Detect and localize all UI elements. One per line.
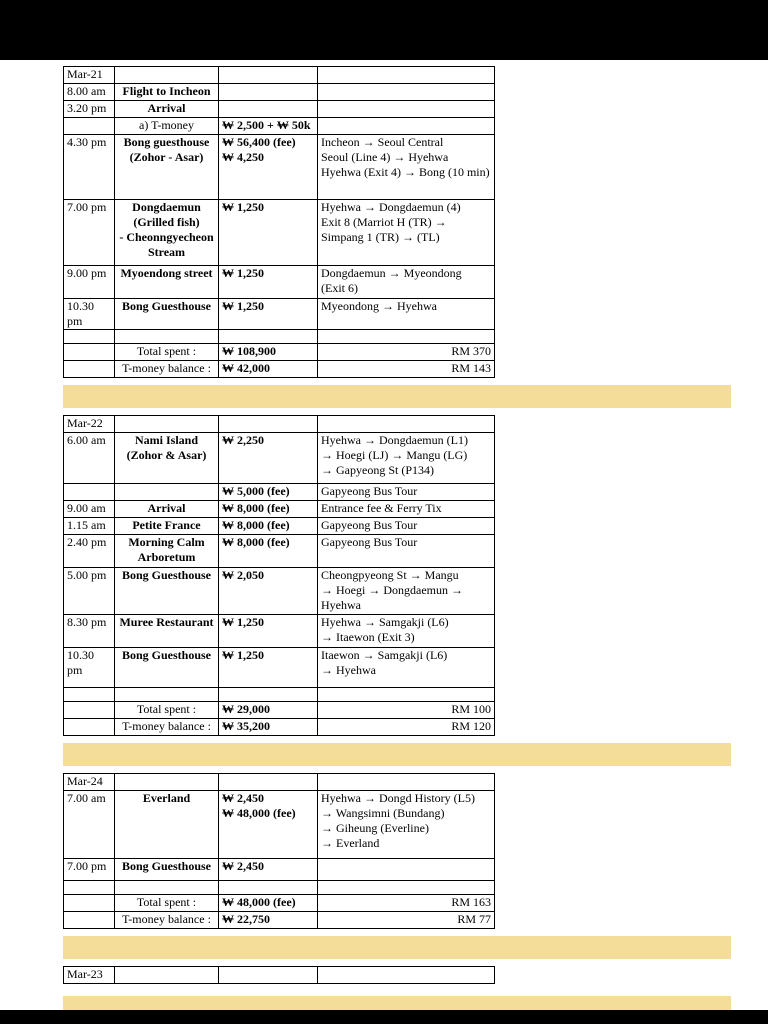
cell-activity (115, 84, 219, 101)
cell-activity (115, 615, 219, 648)
cell-notes (318, 67, 495, 84)
cell-cost (219, 266, 318, 299)
cell-text: 8.30 pm (67, 615, 107, 629)
cell-text: 1.15 am (67, 518, 106, 532)
cell-text: ₩ 2,250 (222, 433, 264, 447)
cell-line: ₩ 56,400 (fee) (222, 135, 296, 149)
cell-line: Nami Island (134, 433, 199, 447)
cell-text: Gapyeong Bus Tour (321, 535, 418, 549)
table-row (64, 101, 495, 118)
cell-text: Flight to Incheon (122, 84, 211, 98)
cell-time (64, 912, 115, 929)
cell-text: RM 77 (457, 912, 491, 926)
cell-time (64, 200, 115, 266)
cell-text: Mar-24 (67, 774, 103, 788)
cell-activity (115, 118, 219, 135)
cell-notes (318, 135, 495, 200)
cell-notes (318, 719, 495, 736)
cell-cost (219, 702, 318, 719)
cell-cost (219, 688, 318, 702)
cell-time (64, 774, 115, 791)
cell-text: ₩ 2,050 (222, 568, 264, 582)
cell-line: → Wangsimni (Bundang) (321, 806, 445, 820)
cell-cost (219, 535, 318, 568)
cell-text: ₩ 8,000 (fee) (222, 501, 290, 515)
cell-text: Mar-21 (67, 67, 103, 81)
cell-activity (115, 416, 219, 433)
cell-text: Myeondong → Hyehwa (321, 299, 437, 313)
table-row (64, 518, 495, 535)
cell-cost (219, 967, 318, 984)
cell-line: Stream (147, 245, 186, 259)
cell-activity (115, 702, 219, 719)
table-row (64, 416, 495, 433)
cell-activity (115, 648, 219, 688)
cell-time (64, 84, 115, 101)
cell-text: 10.30 pm (67, 648, 94, 677)
cell-time (64, 135, 115, 200)
cell-cost (219, 484, 318, 501)
cell-line: Exit 8 (Marriot H (TR) → (321, 215, 447, 229)
cell-time (64, 433, 115, 484)
table-row (64, 648, 495, 688)
cell-text: ₩ 2,450 (222, 859, 264, 873)
cell-notes (318, 484, 495, 501)
cell-line: → Everland (321, 836, 380, 850)
cell-notes (318, 361, 495, 378)
cell-notes (318, 912, 495, 929)
cell-notes (318, 535, 495, 568)
cell-line: Itaewon → Samgakji (L6) (321, 648, 448, 662)
cell-text: ₩ 1,250 (222, 648, 264, 662)
cell-text: T-money balance : (122, 912, 211, 926)
cell-activity (115, 895, 219, 912)
cell-text: Entrance fee & Ferry Tix (321, 501, 442, 515)
section-separator-band (63, 743, 731, 766)
cell-notes (318, 118, 495, 135)
cell-text: T-money balance : (122, 719, 211, 733)
cell-line: ₩ 48,000 (fee) (222, 806, 296, 820)
cell-notes (318, 416, 495, 433)
cell-text: ₩ 1,250 (222, 615, 264, 629)
cell-activity (115, 266, 219, 299)
cell-time (64, 791, 115, 859)
cell-text: Gapyeong Bus Tour (321, 518, 418, 532)
cell-activity (115, 688, 219, 702)
cell-cost (219, 361, 318, 378)
cell-time (64, 266, 115, 299)
cell-activity (115, 200, 219, 266)
cell-notes (318, 895, 495, 912)
cell-text: Mar-22 (67, 416, 103, 430)
cell-text: Bong Guesthouse (121, 859, 212, 873)
cell-text: RM 143 (451, 361, 491, 375)
cell-line: Dongdaemun (132, 200, 201, 214)
table-row (64, 791, 495, 859)
cell-activity (115, 344, 219, 361)
cell-activity (115, 484, 219, 501)
cell-text: Bong Guesthouse (121, 568, 212, 582)
cell-time (64, 702, 115, 719)
cell-text: Gapyeong Bus Tour (321, 484, 418, 498)
cell-text: 9.00 am (67, 501, 106, 515)
cell-cost (219, 615, 318, 648)
cell-time (64, 568, 115, 615)
cell-activity (115, 967, 219, 984)
cell-text: Mar-23 (67, 967, 103, 981)
cell-line: → Hoegi → Dongdaemun → (321, 583, 463, 597)
cell-line: Hyehwa → Samgakji (L6) (321, 615, 449, 629)
cell-text: RM 370 (451, 344, 491, 358)
section-separator-band (63, 385, 731, 408)
cell-text: ₩ 1,250 (222, 266, 264, 280)
cell-cost (219, 912, 318, 929)
cell-text: ₩ 1,250 (222, 200, 264, 214)
cell-notes (318, 702, 495, 719)
section-separator-band (63, 936, 731, 959)
cell-notes (318, 330, 495, 344)
cell-notes (318, 688, 495, 702)
cell-line: Simpang 1 (TR) → (TL) (321, 230, 440, 244)
cell-line: (Zohor & Asar) (126, 448, 207, 462)
table-row (64, 568, 495, 615)
cell-cost (219, 200, 318, 266)
cell-line: (Zohor - Asar) (129, 150, 204, 164)
cell-text: 4.30 pm (67, 135, 107, 149)
cell-cost (219, 895, 318, 912)
cell-text: Muree Restaurant (119, 615, 214, 629)
cell-time (64, 416, 115, 433)
cell-cost (219, 568, 318, 615)
cell-text: ₩ 8,000 (fee) (222, 535, 290, 549)
cell-time (64, 101, 115, 118)
cell-notes (318, 266, 495, 299)
cell-text: T-money balance : (122, 361, 211, 375)
cell-activity (115, 330, 219, 344)
cell-notes (318, 774, 495, 791)
cell-line: (Grilled fish) (133, 215, 200, 229)
table-row (64, 501, 495, 518)
cell-time (64, 67, 115, 84)
cell-time (64, 895, 115, 912)
cell-activity (115, 535, 219, 568)
cell-text: ₩ 8,000 (fee) (222, 518, 290, 532)
cell-time (64, 615, 115, 648)
cell-text: 10.30 pm (67, 299, 94, 328)
cell-text: 8.00 am (67, 84, 106, 98)
cell-text: 9.00 pm (67, 266, 107, 280)
cell-text: Total spent : (136, 895, 197, 909)
cell-line: Dongdaemun → Myeondong (321, 266, 462, 280)
table-row (64, 719, 495, 736)
cell-activity (115, 433, 219, 484)
cell-notes (318, 859, 495, 881)
cell-line: ₩ 2,450 (222, 791, 264, 805)
cell-line: Hyehwa → Dongdaemun (4) (321, 200, 461, 214)
cell-text: Arrival (147, 101, 186, 115)
cell-line: Incheon → Seoul Central (321, 135, 444, 149)
cell-cost (219, 84, 318, 101)
cell-cost (219, 648, 318, 688)
cell-text: ₩ 35,200 (222, 719, 270, 733)
cell-text: 7.00 am (67, 791, 106, 805)
cell-cost (219, 501, 318, 518)
cell-cost (219, 416, 318, 433)
cell-time (64, 719, 115, 736)
cell-cost (219, 518, 318, 535)
cell-time (64, 859, 115, 881)
cell-time (64, 535, 115, 568)
cell-text: Arrival (147, 501, 186, 515)
cell-activity (115, 859, 219, 881)
cell-text: 6.00 am (67, 433, 106, 447)
cell-notes (318, 791, 495, 859)
cell-text: 3.20 pm (67, 101, 107, 115)
cell-text: ₩ 108,900 (222, 344, 276, 358)
table-row (64, 135, 495, 200)
table-row (64, 344, 495, 361)
cell-text: 7.00 pm (67, 859, 107, 873)
cell-cost (219, 135, 318, 200)
cell-activity (115, 881, 219, 895)
page-content (63, 66, 768, 1010)
cell-text: RM 163 (451, 895, 491, 909)
cell-notes (318, 433, 495, 484)
table-row (64, 859, 495, 881)
table-row (64, 118, 495, 135)
cell-cost (219, 299, 318, 330)
cell-text: Bong Guesthouse (121, 299, 212, 313)
cell-text: Total spent : (136, 702, 197, 716)
cell-line: → Giheung (Everline) (321, 821, 429, 835)
cell-text: ₩ 1,250 (222, 299, 264, 313)
cell-cost (219, 791, 318, 859)
table-row (64, 615, 495, 648)
cell-activity (115, 719, 219, 736)
cell-time (64, 344, 115, 361)
cell-notes (318, 101, 495, 118)
cell-activity (115, 361, 219, 378)
cell-activity (115, 912, 219, 929)
cell-text: ₩ 2,500 + ₩ 50k (222, 118, 311, 132)
itinerary-table-mar-22 (63, 415, 495, 736)
table-row (64, 881, 495, 895)
table-row (64, 484, 495, 501)
cell-cost (219, 67, 318, 84)
cell-time (64, 881, 115, 895)
cell-activity (115, 299, 219, 330)
cell-line: Hyehwa (321, 598, 361, 612)
cell-line: → Gapyeong St (P134) (321, 463, 434, 477)
table-row (64, 330, 495, 344)
table-row (64, 535, 495, 568)
cell-notes (318, 518, 495, 535)
cell-notes (318, 648, 495, 688)
cell-line: Hyehwa → Dongd History (L5) (321, 791, 475, 805)
itinerary-table-mar-23 (63, 966, 495, 984)
table-row (64, 266, 495, 299)
cell-text: ₩ 29,000 (222, 702, 270, 716)
itinerary-table-mar-21 (63, 66, 495, 378)
cell-cost (219, 433, 318, 484)
letterbox-bottom (0, 1010, 768, 1024)
cell-activity (115, 791, 219, 859)
cell-text: RM 120 (451, 719, 491, 733)
cell-line: Cheongpyeong St → Mangu (321, 568, 459, 582)
cell-cost (219, 859, 318, 881)
table-row (64, 912, 495, 929)
letterbox-top (0, 0, 768, 60)
table-row (64, 895, 495, 912)
cell-time (64, 688, 115, 702)
cell-text: Total spent : (136, 344, 197, 358)
section-separator-band (63, 996, 731, 1010)
cell-line: Morning Calm (128, 535, 205, 549)
cell-time (64, 967, 115, 984)
cell-text: Petite France (132, 518, 201, 532)
cell-line: - Cheonngyecheon (119, 230, 214, 244)
cell-text: ₩ 48,000 (fee) (222, 895, 296, 909)
cell-text: ₩ 5,000 (fee) (222, 484, 290, 498)
table-row (64, 688, 495, 702)
cell-notes (318, 344, 495, 361)
cell-text: 5.00 pm (67, 568, 107, 582)
cell-cost (219, 774, 318, 791)
cell-text: ₩ 22,750 (222, 912, 270, 926)
cell-text: RM 100 (451, 702, 491, 716)
cell-time (64, 299, 115, 330)
cell-line: → Hyehwa (321, 663, 376, 677)
cell-cost (219, 330, 318, 344)
cell-line: ₩ 4,250 (222, 150, 264, 164)
cell-time (64, 648, 115, 688)
cell-activity (115, 501, 219, 518)
table-row (64, 967, 495, 984)
cell-text: a) T-money (139, 118, 194, 132)
cell-time (64, 330, 115, 344)
cell-text: 2.40 pm (67, 535, 107, 549)
cell-time (64, 518, 115, 535)
cell-cost (219, 344, 318, 361)
cell-cost (219, 881, 318, 895)
table-row (64, 67, 495, 84)
cell-activity (115, 774, 219, 791)
cell-line: → Hoegi (LJ) → Mangu (LG) (321, 448, 468, 462)
cell-line: Hyehwa → Dongdaemun (L1) (321, 433, 468, 447)
cell-line: (Exit 6) (321, 281, 358, 295)
itinerary-table-mar-24 (63, 773, 495, 929)
cell-cost (219, 719, 318, 736)
cell-notes (318, 881, 495, 895)
cell-text: Myoendong street (120, 266, 213, 280)
cell-activity (115, 135, 219, 200)
table-row (64, 299, 495, 330)
cell-activity (115, 518, 219, 535)
cell-line: Hyehwa (Exit 4) → Bong (10 min) (321, 165, 490, 179)
cell-activity (115, 568, 219, 615)
cell-activity (115, 67, 219, 84)
table-row (64, 84, 495, 101)
cell-cost (219, 101, 318, 118)
cell-notes (318, 967, 495, 984)
table-row (64, 702, 495, 719)
cell-notes (318, 84, 495, 101)
table-row (64, 433, 495, 484)
cell-cost (219, 118, 318, 135)
cell-text: 7.00 pm (67, 200, 107, 214)
cell-text: ₩ 42,000 (222, 361, 270, 375)
cell-time (64, 361, 115, 378)
cell-text: Everland (142, 791, 191, 805)
cell-time (64, 484, 115, 501)
table-row (64, 774, 495, 791)
cell-notes (318, 299, 495, 330)
cell-time (64, 118, 115, 135)
cell-notes (318, 568, 495, 615)
cell-line: → Itaewon (Exit 3) (321, 630, 415, 644)
cell-line: Bong guesthouse (123, 135, 210, 149)
cell-text: Bong Guesthouse (121, 648, 212, 662)
table-row (64, 361, 495, 378)
cell-notes (318, 501, 495, 518)
cell-time (64, 501, 115, 518)
cell-activity (115, 101, 219, 118)
cell-notes (318, 200, 495, 266)
table-row (64, 200, 495, 266)
cell-line: Arboretum (137, 550, 196, 564)
cell-notes (318, 615, 495, 648)
cell-line: Seoul (Line 4) → Hyehwa (321, 150, 449, 164)
document-page (0, 60, 768, 1010)
